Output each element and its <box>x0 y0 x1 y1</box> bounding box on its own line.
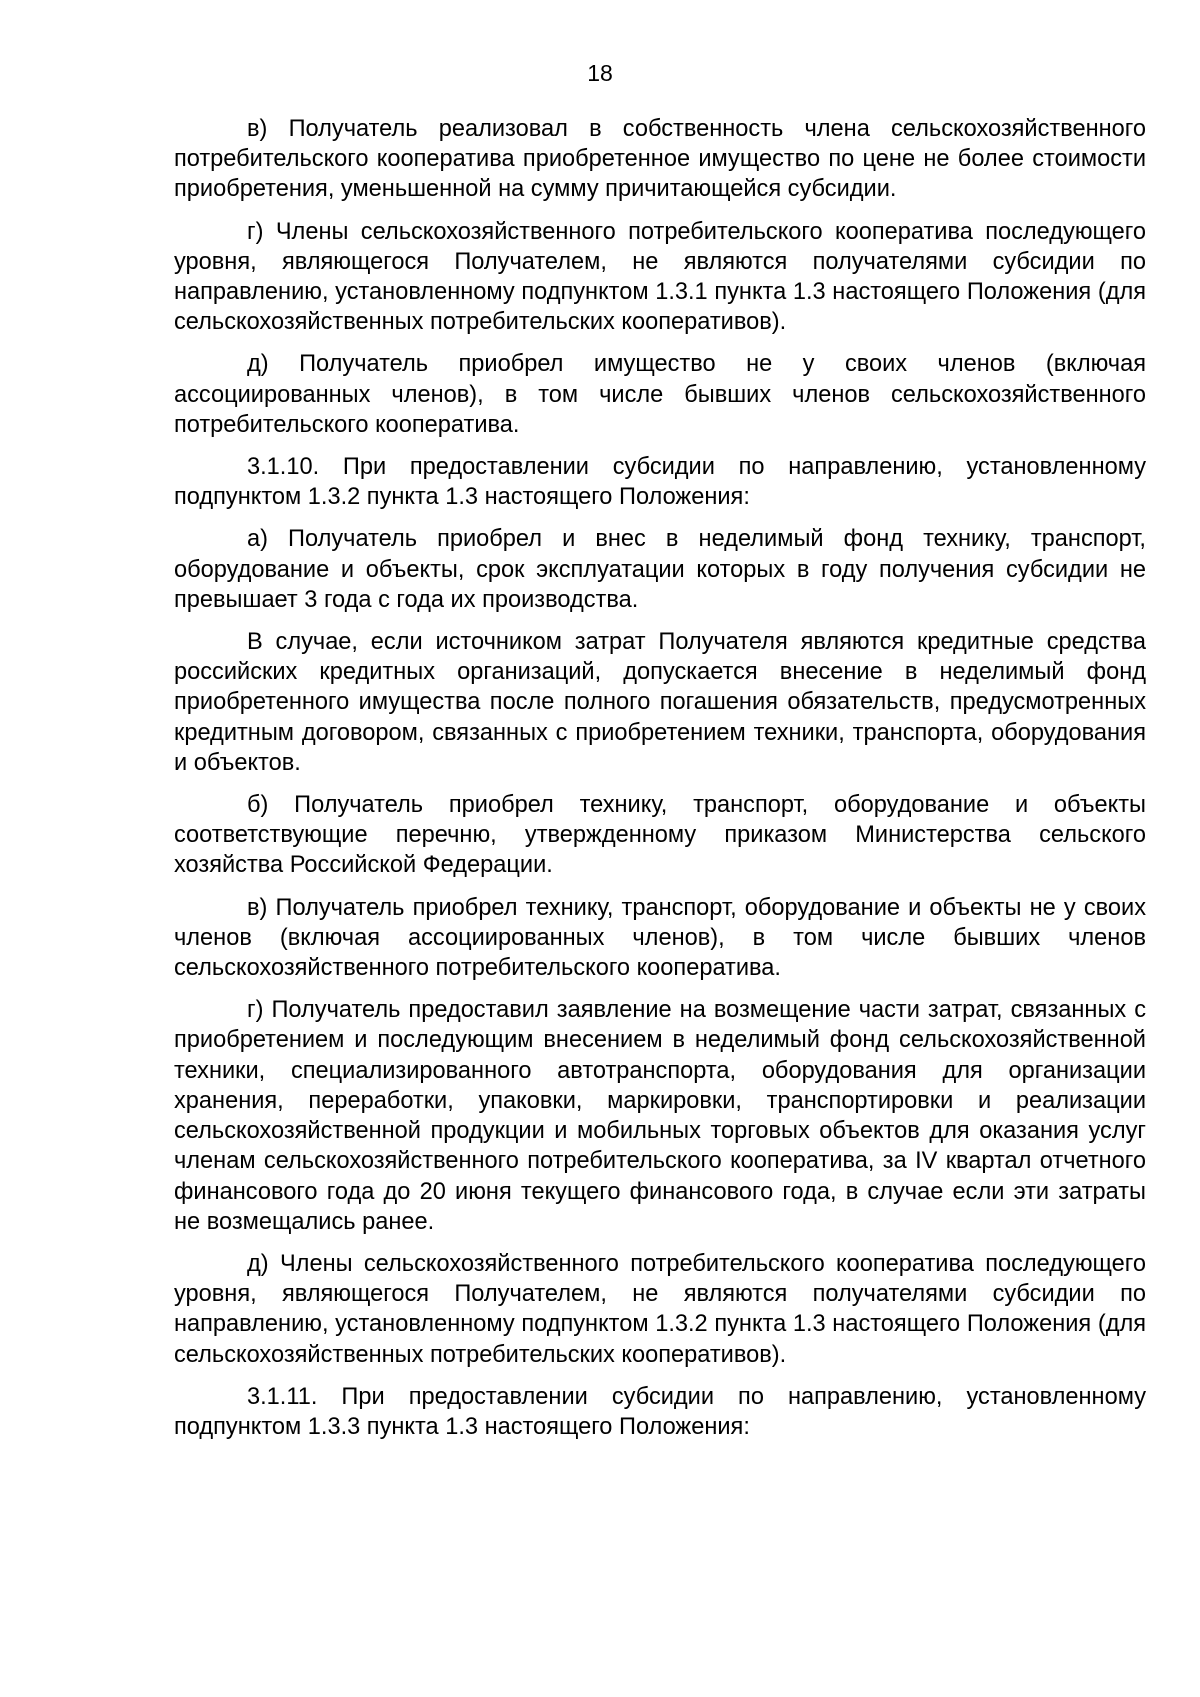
paragraph-g-application-q4: г) Получатель предоставил заявление на возмещение части затрат, связанных с приобретением и последующим внесением в неделимый фонд сельскохозяйственной техники, специализированного автотранспорта, оборудования для организации хранения, переработки, упаковки, маркировки, транспортировки и реализации сельскохозяйственной продукции и мобильных торговых объектов для оказания услуг членам сельскохозяйственного потребительского кооператива, за IV квартал отчетного финансового года до 20 июня текущего финансового года, в случае если эти затраты не возмещались ранее. <box>174 997 1146 1235</box>
paragraph-b-ministry-list: б) Получатель приобрел технику, транспорт, оборудование и объекты соответствующие перечню, утвержденному приказом Министерства сельского хозяйства Российской Федерации. <box>174 792 1146 879</box>
paragraph-d-members-next-level: д) Члены сельскохозяйственного потребительского кооператива последующего уровня, являющегося Получателем, не являются получателями субсидии по направлению, установленному подпунктом 1.3.2 пункта 1.3 настоящего Положения (для сельскохозяйственных потребительских кооперативов). <box>174 1250 1146 1368</box>
page-number: 18 <box>587 60 613 86</box>
paragraph-v-sale-to-member: в) Получатель реализовал в собственность члена сельскохозяйственного потребительского кооператива приобретенное имущество по цене не более стоимости приобретения, уменьшенной на сумму причитающейся субсидии. <box>174 116 1146 203</box>
paragraph-g-members-next-level: г) Члены сельскохозяйственного потребительского кооператива последующего уровня, являющегося Получателем, не являются получателями субсидии по направлению, установленному подпунктом 1.3.1 пункта 1.3 настоящего Положения (для сельскохозяйственных потребительских кооперативов). <box>174 218 1146 336</box>
paragraph-v-not-from-members: в) Получатель приобрел технику, транспорт, оборудование и объекты не у своих членов (включая ассоциированных членов), в том числе бывших членов сельскохозяйственного потребительского кооператива. <box>174 894 1146 982</box>
clause-3-1-11-heading: 3.1.11. При предоставлении субсидии по направлению, установленному подпунктом 1.3.3 пункта 1.3 настоящего Положения: <box>174 1383 1146 1440</box>
clause-3-1-10-heading: 3.1.10. При предоставлении субсидии по направлению, установленному подпунктом 1.3.2 пункта 1.3 настоящего Положения: <box>174 454 1146 511</box>
document-body <box>174 114 1146 1454</box>
paragraph-credit-funds: В случае, если источником затрат Получателя являются кредитные средства российских кредитных организаций, допускается внесение в неделимый фонд приобретенного имущества после полного погашения обязательств, предусмотренных кредитным договором, связанных с приобретением техники, транспорта, оборудования и объектов. <box>174 629 1146 776</box>
paragraph-a-indivisible-fund: а) Получатель приобрел и внес в неделимый фонд технику, транспорт, оборудование и объекты, срок эксплуатации которых в году получения субсидии не превышает 3 года с года их производства. <box>174 526 1146 613</box>
paragraph-d-not-from-members: д) Получатель приобрел имущество не у своих членов (включая ассоциированных членов), в том числе бывших членов сельскохозяйственного потребительского кооператива. <box>174 351 1146 438</box>
